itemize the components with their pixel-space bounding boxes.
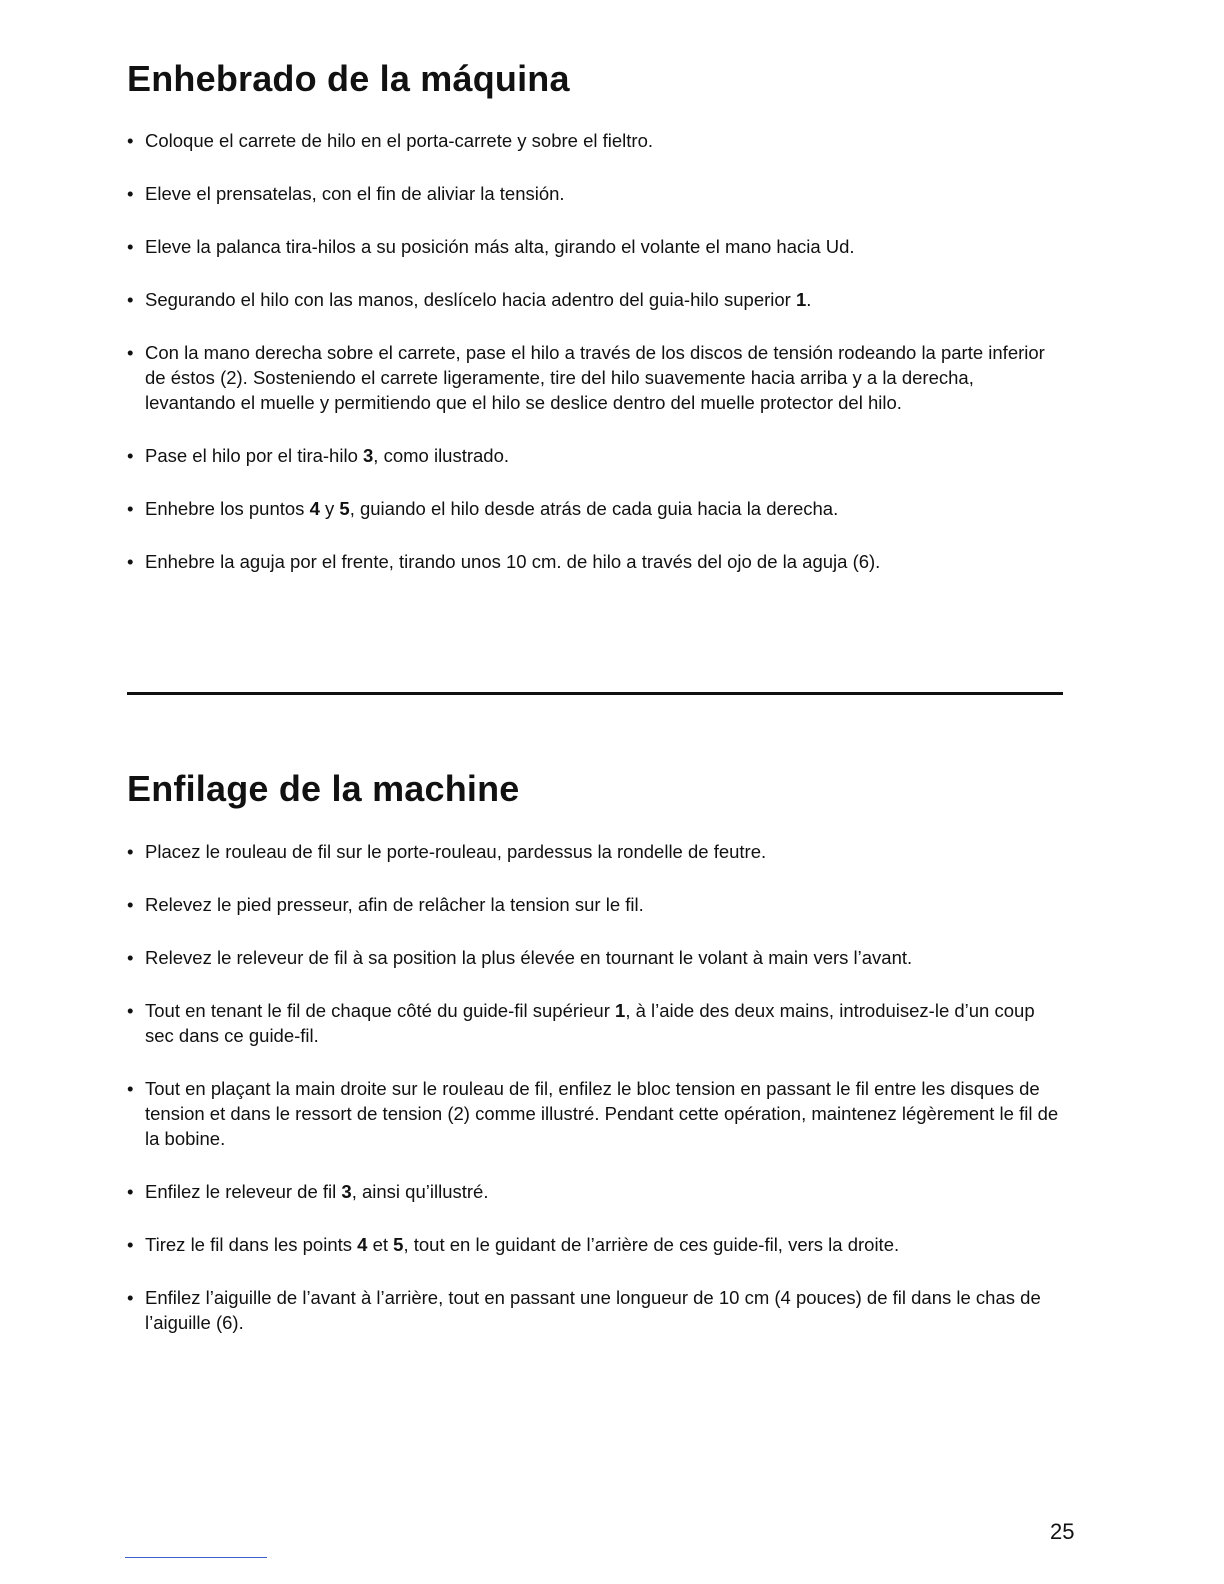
bullet-text: Pase el hilo por el tira-hilo [145, 445, 363, 466]
bullet-text: Relevez le releveur de fil à sa position la plus élevée en tournant le volant à main vers l’avant. [145, 947, 913, 968]
section-spanish [127, 56, 1067, 602]
figure-reference: 1 [615, 1000, 626, 1021]
bullet-item [127, 128, 1067, 153]
bullet-item [127, 1285, 1067, 1335]
figure-reference: 3 [341, 1181, 352, 1202]
bullet-text: Segurando el hilo con las manos, deslícelo hacia adentro del guia-hilo superior [145, 289, 796, 310]
bullet-text: y [319, 498, 340, 519]
bullet-text: Enhebre los puntos [145, 498, 310, 519]
bullet-text: Eleve la palanca tira-hilos a su posición más alta, girando el volante el mano hacia Ud. [145, 236, 855, 257]
figure-reference: 3 [363, 445, 374, 466]
bullet-text: Enfilez l’aiguille de l’avant à l’arrière, tout en passant une longueur de 10 cm (4 pouces) de fil dans le chas de l’aiguille (6). [145, 1287, 1041, 1333]
bullet-text: Tout en tenant le fil de chaque côté du guide-fil supérieur [145, 1000, 616, 1021]
bullet-item [127, 892, 1067, 917]
bullet-text: , guiando el hilo desde atrás de cada guia hacia la derecha. [349, 498, 839, 519]
page-number: 25 [1050, 1519, 1075, 1544]
bullet-text: , como ilustrado. [373, 445, 510, 466]
bullet-item [127, 945, 1067, 970]
bullet-text: Relevez le pied presseur, afin de relâcher la tension sur le fil. [145, 894, 644, 915]
bullet-item [127, 443, 1067, 468]
figure-reference: 4 [309, 498, 320, 519]
bullet-item [127, 496, 1067, 521]
figure-reference: 4 [357, 1234, 368, 1255]
figure-reference: 1 [796, 289, 807, 310]
bullet-item [127, 1232, 1067, 1257]
section-title: Enhebrado de la máquina [127, 58, 570, 99]
bullet-item [127, 998, 1067, 1048]
bullet-text: , ainsi qu’illustré. [351, 1181, 489, 1202]
bullet-text: . [806, 289, 812, 310]
bullet-text: Eleve el prensatelas, con el fin de aliviar la tensión. [145, 183, 565, 204]
section-french [127, 766, 1067, 1363]
bullet-item [127, 1076, 1067, 1151]
bullet-text: et [367, 1234, 394, 1255]
bullet-text: Con la mano derecha sobre el carrete, pase el hilo a través de los discos de tensión rodeando la parte inferior de éstos (2). Sosteniendo el carrete ligeramente, tire del hilo suavemente hacia arriba y a la derecha, levantando el muelle y permitiendo que el hilo se deslice dentro del muelle protector del hilo. [145, 342, 1045, 413]
bullet-text: Coloque el carrete de hilo en el porta-carrete y sobre el fieltro. [145, 130, 653, 151]
bullet-item [127, 1179, 1067, 1204]
bullet-item [127, 181, 1067, 206]
bullet-list [127, 128, 1067, 574]
bullet-list [127, 839, 1067, 1335]
footer-rule [125, 1557, 267, 1558]
figure-reference: 5 [393, 1234, 404, 1255]
bullet-item [127, 549, 1067, 574]
bullet-item [127, 839, 1067, 864]
bullet-text: Tout en plaçant la main droite sur le rouleau de fil, enfilez le bloc tension en passant le fil entre les disques de tension et dans le ressort de tension (2) comme illustré. Pendant cette opération, maintenez légèrement le fil de la bobine. [145, 1078, 1059, 1149]
section-divider [127, 692, 1063, 695]
bullet-text: , à l’aide des deux mains, introduisez-le d’un coup sec dans ce guide-fil. [145, 1000, 1035, 1046]
bullet-item [127, 234, 1067, 259]
bullet-item [127, 287, 1067, 312]
bullet-text: , tout en le guidant de l’arrière de ces guide-fil, vers la droite. [403, 1234, 900, 1255]
bullet-text: Enfilez le releveur de fil [145, 1181, 342, 1202]
section-title: Enfilage de la machine [127, 768, 520, 809]
bullet-text: Enhebre la aguja por el frente, tirando unos 10 cm. de hilo a través del ojo de la aguja (6). [145, 551, 881, 572]
figure-reference: 5 [339, 498, 350, 519]
bullet-text: Tirez le fil dans les points [145, 1234, 358, 1255]
bullet-text: Placez le rouleau de fil sur le porte-rouleau, pardessus la rondelle de feutre. [145, 841, 767, 862]
bullet-item [127, 340, 1067, 415]
